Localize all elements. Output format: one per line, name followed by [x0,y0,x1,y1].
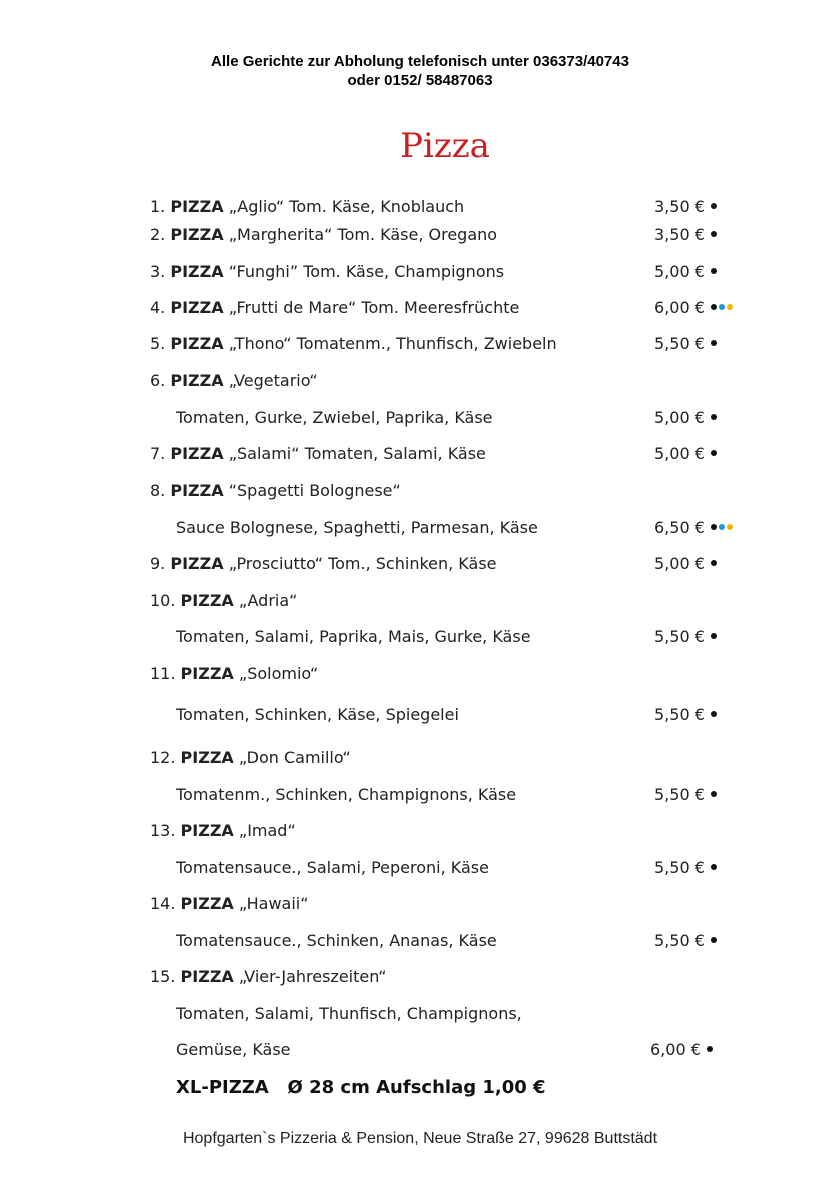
item-number: 15. [150,967,176,986]
item-text: „Hawaii“ [238,894,309,913]
marker-dots [711,704,719,728]
item-text: „Frutti de Mare“ Tom. Meeresfrüchte [228,298,520,317]
marker-dots [711,626,719,650]
item-description [176,1038,291,1062]
menu-item [150,746,750,770]
marker-dots [711,443,719,467]
menu-item [150,589,750,613]
marker-dot-icon [727,524,733,530]
item-number: 2. [150,225,166,244]
price-value: 5,50 € [654,705,705,724]
item-description [150,892,309,916]
menu-item-detail [150,516,750,540]
item-number: 9. [150,554,166,573]
marker-dot-icon [727,304,733,310]
item-text: „Imad“ [238,821,296,840]
price-value: 3,50 € [654,197,705,216]
item-keyword: PIZZA [170,225,224,244]
item-text: Tomaten, Schinken, Käse, Spiegelei [176,705,459,724]
item-text: „Thono“ Tomatenm., Thunfisch, Zwiebeln [228,334,557,353]
marker-dot-icon [711,937,717,943]
item-text: „Don Camillo“ [238,748,351,767]
menu-item-detail [150,1002,750,1026]
marker-dot-icon [711,340,717,346]
menu-item [150,260,750,284]
price-value: 5,00 € [654,262,705,281]
item-text: Tomaten, Salami, Thunfisch, Champignons, [176,1004,522,1023]
item-text: „Adria“ [238,591,298,610]
item-keyword: PIZZA [180,591,234,610]
marker-dot-icon [719,304,725,310]
price-value: 6,50 € [654,518,705,537]
price-value: 5,00 € [654,554,705,573]
menu-item [150,332,750,356]
menu-item [150,892,750,916]
item-keyword: PIZZA [170,334,224,353]
item-number: 3. [150,262,166,281]
menu-item [150,195,750,219]
price-value: 6,00 € [654,298,705,317]
item-number: 11. [150,664,176,683]
price-value: 5,50 € [654,785,705,804]
marker-dot-icon [711,864,717,870]
menu-item-detail [150,1038,750,1062]
item-price [654,929,719,954]
menu-item-detail [150,625,750,649]
item-description [150,965,387,989]
item-price [650,1038,715,1063]
menu-item-detail [150,783,750,807]
item-description [176,856,489,880]
item-text: “Funghi” Tom. Käse, Champignons [228,262,505,281]
item-text: Tomatenm., Schinken, Champignons, Käse [176,785,517,804]
item-text: Tomatensauce., Salami, Peperoni, Käse [176,858,489,877]
item-description [176,625,531,649]
item-text: Sauce Bolognese, Spaghetti, Parmesan, Käse [176,518,538,537]
item-price [654,703,719,728]
item-price [654,195,719,220]
menu-item [150,479,750,503]
xl-surcharge-note: XL-PIZZA Ø 28 cm Aufschlag 1,00 € [176,1077,546,1098]
price-value: 5,00 € [654,444,705,463]
item-text: „Vegetario“ [228,371,318,390]
marker-dots [711,196,719,220]
item-description [176,1002,522,1026]
price-value: 5,50 € [654,931,705,950]
item-text: “Spagetti Bolognese“ [228,481,401,500]
marker-dot-icon [711,791,717,797]
item-description [150,819,296,843]
marker-dot-icon [719,524,725,530]
item-text: „Aglio“ Tom. Käse, Knoblauch [228,197,465,216]
item-keyword: PIZZA [180,748,234,767]
price-value: 5,50 € [654,334,705,353]
marker-dot-icon [711,203,717,209]
marker-dot-icon [711,268,717,274]
item-price [654,260,719,285]
item-keyword: PIZZA [180,967,234,986]
item-keyword: PIZZA [170,298,224,317]
menu-item-detail [150,703,750,727]
item-keyword: PIZZA [180,664,234,683]
marker-dot-icon [711,414,717,420]
item-number: 4. [150,298,166,317]
item-number: 12. [150,748,176,767]
marker-dot-icon [711,450,717,456]
marker-dot-icon [711,711,717,717]
item-text: „Prosciutto“ Tom., Schinken, Käse [228,554,497,573]
item-price [654,625,719,650]
menu-item-detail [150,856,750,880]
item-description [150,442,486,466]
footer-address: Hopfgarten`s Pizzeria & Pension, Neue Straße 27, 99628 Buttstädt [182,1130,658,1147]
item-price [654,406,719,431]
item-number: 1. [150,197,166,216]
marker-dots [711,333,719,357]
item-number: 8. [150,481,166,500]
price-value: 5,50 € [654,858,705,877]
item-text: Tomaten, Salami, Paprika, Mais, Gurke, Käse [176,627,531,646]
item-price [654,783,719,808]
menu-item-detail [150,929,750,953]
menu-item [150,662,750,686]
item-text: „Solomio“ [238,664,319,683]
marker-dots [707,1039,715,1063]
item-description [150,746,351,770]
menu-item [150,369,750,393]
price-value: 5,50 € [654,627,705,646]
menu-item [150,442,750,466]
item-description [176,783,516,807]
item-keyword: PIZZA [170,481,224,500]
menu-item [150,223,750,247]
item-description [176,406,493,430]
menu-item [150,965,750,989]
marker-dots [711,297,735,321]
item-description [150,589,297,613]
marker-dot-icon [711,633,717,639]
item-description [150,195,464,219]
item-keyword: PIZZA [170,554,224,573]
item-price [654,296,735,321]
item-description [176,929,497,953]
marker-dots [711,407,719,431]
order-info [0,52,840,90]
item-description [150,223,497,247]
price-value: 5,00 € [654,408,705,427]
item-text: „Salami“ Tomaten, Salami, Käse [228,444,486,463]
item-keyword: PIZZA [170,371,224,390]
page-title: Pizza [400,126,490,166]
marker-dot-icon [711,231,717,237]
item-description [150,662,318,686]
menu-item-detail [150,406,750,430]
marker-dot-icon [711,560,717,566]
order-phone-line-2: oder 0152/ 58487063 [347,72,493,89]
marker-dots [711,784,719,808]
item-text: „Margherita“ Tom. Käse, Oregano [228,225,498,244]
item-price [654,552,719,577]
item-description [176,516,538,540]
item-price [654,516,735,541]
marker-dot-icon [707,1046,713,1052]
item-description [150,296,519,320]
item-price [654,442,719,467]
order-phone-line: Alle Gerichte zur Abholung telefonisch unter 036373/40743 [211,53,629,70]
item-keyword: PIZZA [170,197,224,216]
item-number: 7. [150,444,166,463]
marker-dots [711,553,719,577]
item-text: Gemüse, Käse [176,1040,291,1059]
item-description [150,552,497,576]
menu-item [150,552,750,576]
item-keyword: PIZZA [170,262,224,281]
item-keyword: PIZZA [170,444,224,463]
item-description [150,260,504,284]
item-price [654,223,719,248]
item-text: Tomaten, Gurke, Zwiebel, Paprika, Käse [176,408,493,427]
marker-dots [711,224,719,248]
item-text: Tomatensauce., Schinken, Ananas, Käse [176,931,497,950]
item-number: 13. [150,821,176,840]
price-value: 6,00 € [650,1040,701,1059]
marker-dots [711,930,719,954]
menu-item [150,296,750,320]
marker-dot-icon [711,524,717,530]
item-number: 14. [150,894,176,913]
item-number: 6. [150,371,166,390]
item-description [150,332,557,356]
item-description [176,703,459,727]
marker-dots [711,857,719,881]
item-number: 5. [150,334,166,353]
marker-dots [711,517,735,541]
item-description [150,479,401,503]
item-price [654,856,719,881]
item-keyword: PIZZA [180,894,234,913]
item-price [654,332,719,357]
item-text: „Vier-Jahreszeiten“ [238,967,387,986]
item-number: 10. [150,591,176,610]
price-value: 3,50 € [654,225,705,244]
menu-item [150,819,750,843]
item-description [150,369,318,393]
item-keyword: PIZZA [180,821,234,840]
marker-dot-icon [711,304,717,310]
marker-dots [711,261,719,285]
